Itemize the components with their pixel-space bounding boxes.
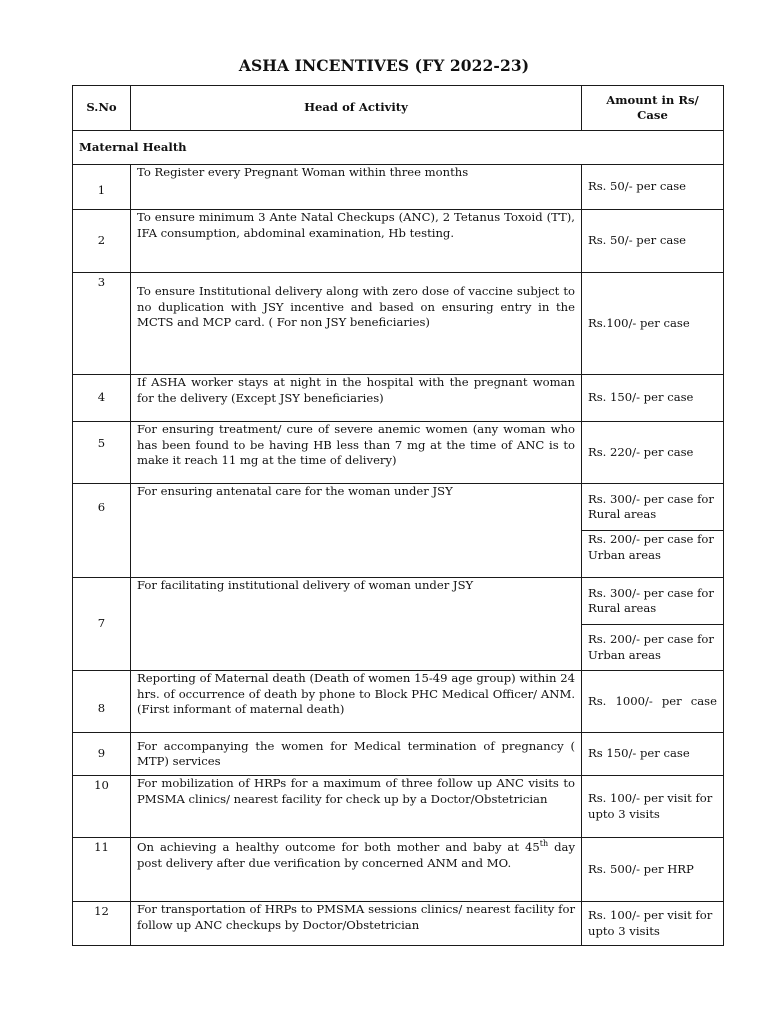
row-sno: 5	[73, 422, 131, 484]
header-sno: S.No	[73, 86, 131, 131]
row-sno: 4	[73, 375, 131, 422]
document-title: ASHA INCENTIVES (FY 2022-23)	[238, 56, 530, 75]
row-amount-rural: Rs. 300/- per case for Rural areas	[582, 484, 724, 531]
row-sno: 3	[73, 273, 131, 375]
header-activity: Head of Activity	[131, 86, 582, 131]
row-activity: For accompanying the women for Medical termination of pregnancy ( MTP) services	[131, 733, 582, 776]
activity-text-start: On achieving a healthy outcome for both mother and baby at 45	[137, 840, 540, 854]
row-amount: Rs. 100/- per visit for upto 3 visits	[582, 902, 724, 946]
row-activity: To ensure minimum 3 Ante Natal Checkups (ANC), 2 Tetanus Toxoid (TT), IFA consumption, abdominal examination, Hb testing.	[131, 210, 582, 273]
ordinal-suffix: th	[539, 839, 549, 849]
row-amount-rural: Rs. 300/- per case for Rural areas	[582, 578, 724, 625]
row-amount: Rs. 500/- per HRP	[582, 838, 724, 902]
table-row	[73, 422, 724, 484]
row-sno: 8	[73, 671, 131, 733]
table-row	[73, 671, 724, 733]
row-sno: 7	[73, 578, 131, 671]
row-amount: Rs. 1000/- per case	[582, 671, 724, 733]
table-row	[73, 375, 724, 422]
row-amount: Rs. 150/- per case	[582, 375, 724, 422]
row-amount: Rs. 100/- per visit for upto 3 visits	[582, 776, 724, 838]
row-sno: 12	[73, 902, 131, 946]
row-amount: Rs. 50/- per case	[582, 165, 724, 210]
table-row	[73, 733, 724, 776]
row-amount: Rs.100/- per case	[582, 273, 724, 375]
row-activity: Reporting of Maternal death (Death of women 15-49 age group) within 24 hrs. of occurrence of death by phone to Block PHC Medical Officer/ ANM. (First informant of maternal death)	[131, 671, 582, 733]
row-amount-urban: Rs. 200/- per case for Urban areas	[582, 531, 724, 578]
row-amount: Rs 150/- per case	[582, 733, 724, 776]
header-row	[73, 86, 724, 131]
row-activity: For mobilization of HRPs for a maximum of three follow up ANC visits to PMSMA clinics/ nearest facility for check up by a Doctor/Obstetrician	[131, 776, 582, 838]
table-row	[73, 273, 724, 375]
row-activity: For ensuring antenatal care for the woman under JSY	[131, 484, 582, 578]
table-row	[73, 776, 724, 838]
row-activity: For transportation of HRPs to PMSMA sessions clinics/ nearest facility for follow up ANC checkups by Doctor/Obstetrician	[131, 902, 582, 946]
activity-text-end: day post delivery after due verification by concerned ANM and MO.	[137, 840, 576, 870]
table-row	[73, 165, 724, 210]
row-activity	[131, 838, 582, 902]
row-sno: 2	[73, 210, 131, 273]
header-amount: Amount in Rs/ Case	[582, 86, 724, 131]
table-row	[73, 838, 724, 902]
table-row	[73, 902, 724, 946]
table-row	[73, 578, 724, 625]
section-row	[73, 131, 724, 165]
table-row	[73, 210, 724, 273]
row-activity: For ensuring treatment/ cure of severe anemic women (any woman who has been found to be having HB less than 7 mg at the time of ANC is to make it reach 11 mg at the time of delivery)	[131, 422, 582, 484]
row-activity: If ASHA worker stays at night in the hospital with the pregnant woman for the delivery (Except JSY beneficiaries)	[131, 375, 582, 422]
row-sno: 11	[73, 838, 131, 902]
row-sno: 6	[73, 484, 131, 578]
row-sno: 9	[73, 733, 131, 776]
incentives-table	[72, 85, 724, 946]
row-activity: To Register every Pregnant Woman within three months	[131, 165, 582, 210]
row-amount-urban: Rs. 200/- per case for Urban areas	[582, 625, 724, 671]
section-maternal-health: Maternal Health	[73, 131, 724, 165]
row-sno: 10	[73, 776, 131, 838]
row-activity: For facilitating institutional delivery of woman under JSY	[131, 578, 582, 671]
table-row	[73, 484, 724, 531]
row-activity: To ensure Institutional delivery along with zero dose of vaccine subject to no duplication with JSY incentive and based on ensuring entry in the MCTS and MCP card. ( For non JSY beneficiaries)	[131, 273, 582, 375]
row-amount: Rs. 50/- per case	[582, 210, 724, 273]
row-sno: 1	[73, 165, 131, 210]
row-amount: Rs. 220/- per case	[582, 422, 724, 484]
